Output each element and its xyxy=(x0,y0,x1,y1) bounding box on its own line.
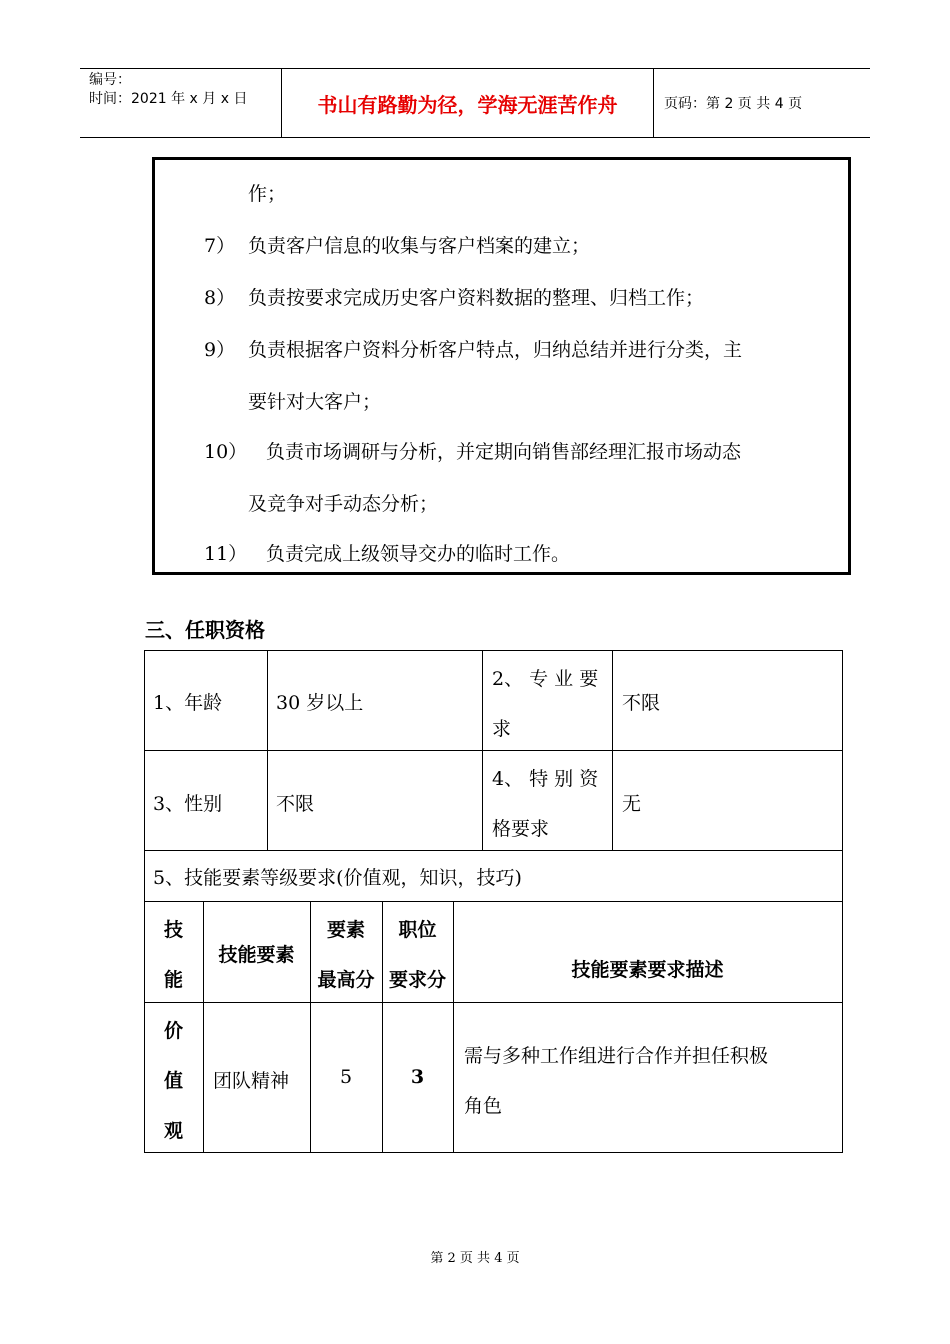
duties-box xyxy=(152,157,851,575)
duty-line: 及竞争对手动态分析； xyxy=(248,493,439,515)
head-required-score-cont: 要求分 xyxy=(388,969,446,991)
page-footer: 第 2 页 共 4 页 xyxy=(430,1251,520,1266)
row-description-cont: 角色 xyxy=(464,1095,503,1117)
major-label-cont: 求 xyxy=(492,718,512,740)
row-description: 需与多种工作组进行合作并担任积极 xyxy=(464,1045,769,1067)
duty-line: 负责按要求完成历史客户资料数据的整理、归档工作； xyxy=(248,287,705,309)
header-page-number: 页码：第 2 页 共 4 页 xyxy=(664,96,803,112)
special-label-cont: 格要求 xyxy=(492,818,550,840)
page-header xyxy=(80,68,870,138)
head-skill: 技 xyxy=(163,919,183,941)
head-description: 技能要素要求描述 xyxy=(571,959,724,981)
major-label: 2、 专 业 要 xyxy=(492,668,599,690)
age-value: 30 岁以上 xyxy=(276,692,364,714)
table-border xyxy=(144,1002,843,1003)
gender-label: 3、性别 xyxy=(153,793,223,815)
duty-line: 作； xyxy=(248,183,287,205)
table-border xyxy=(267,650,268,850)
table-border xyxy=(144,1152,843,1153)
skills-title: 5、技能要素等级要求(价值观，知识，技巧) xyxy=(153,867,522,889)
row-required-score: 3 xyxy=(410,1066,425,1088)
head-skill-cont: 能 xyxy=(163,969,183,991)
header-meta xyxy=(80,69,282,137)
head-max-score-cont: 最高分 xyxy=(317,969,375,991)
row-category-cont: 值 xyxy=(163,1070,183,1092)
gender-value: 不限 xyxy=(276,793,315,815)
head-required-score: 职位 xyxy=(398,919,437,941)
table-border xyxy=(144,650,843,651)
duty-number: 9） xyxy=(204,339,236,361)
duty-number: 10） xyxy=(204,441,248,463)
duty-line: 负责市场调研与分析，并定期向销售部经理汇报市场动态 xyxy=(266,441,742,463)
table-border xyxy=(482,650,483,850)
table-border xyxy=(203,901,204,1153)
duty-number: 8） xyxy=(204,287,236,309)
document-number-label: 编号： xyxy=(89,72,131,88)
header-motto: 书山有路勤为径，学海无涯苦作舟 xyxy=(282,69,654,137)
row-category-cont: 观 xyxy=(163,1120,183,1142)
table-border xyxy=(144,901,843,902)
duty-line: 负责客户信息的收集与客户档案的建立； xyxy=(248,235,591,257)
duty-number: 7） xyxy=(204,235,236,257)
duty-number: 11） xyxy=(204,543,248,565)
head-element: 技能要素 xyxy=(218,944,295,966)
special-value: 无 xyxy=(622,793,642,815)
row-max-score: 5 xyxy=(339,1066,353,1088)
major-value: 不限 xyxy=(622,692,661,714)
age-label: 1、年龄 xyxy=(153,692,223,714)
section-title: 三、任职资格 xyxy=(145,618,265,642)
table-border xyxy=(612,650,613,850)
duty-line: 要针对大客户； xyxy=(248,391,382,413)
table-border xyxy=(144,850,843,851)
row-category: 价 xyxy=(163,1020,183,1042)
duty-line: 负责根据客户资料分析客户特点，归纳总结并进行分类，主 xyxy=(248,339,743,361)
duty-line: 负责完成上级领导交办的临时工作。 xyxy=(266,543,571,565)
document-time-label: 时间：2021 年 x 月 x 日 xyxy=(89,91,248,107)
table-border xyxy=(144,750,843,751)
table-border xyxy=(453,901,454,1153)
qualification-table xyxy=(144,650,843,1153)
row-element: 团队精神 xyxy=(213,1070,290,1092)
head-max-score: 要素 xyxy=(326,919,365,941)
table-border xyxy=(842,650,843,1153)
special-label: 4、 特 别 资 xyxy=(492,768,599,790)
